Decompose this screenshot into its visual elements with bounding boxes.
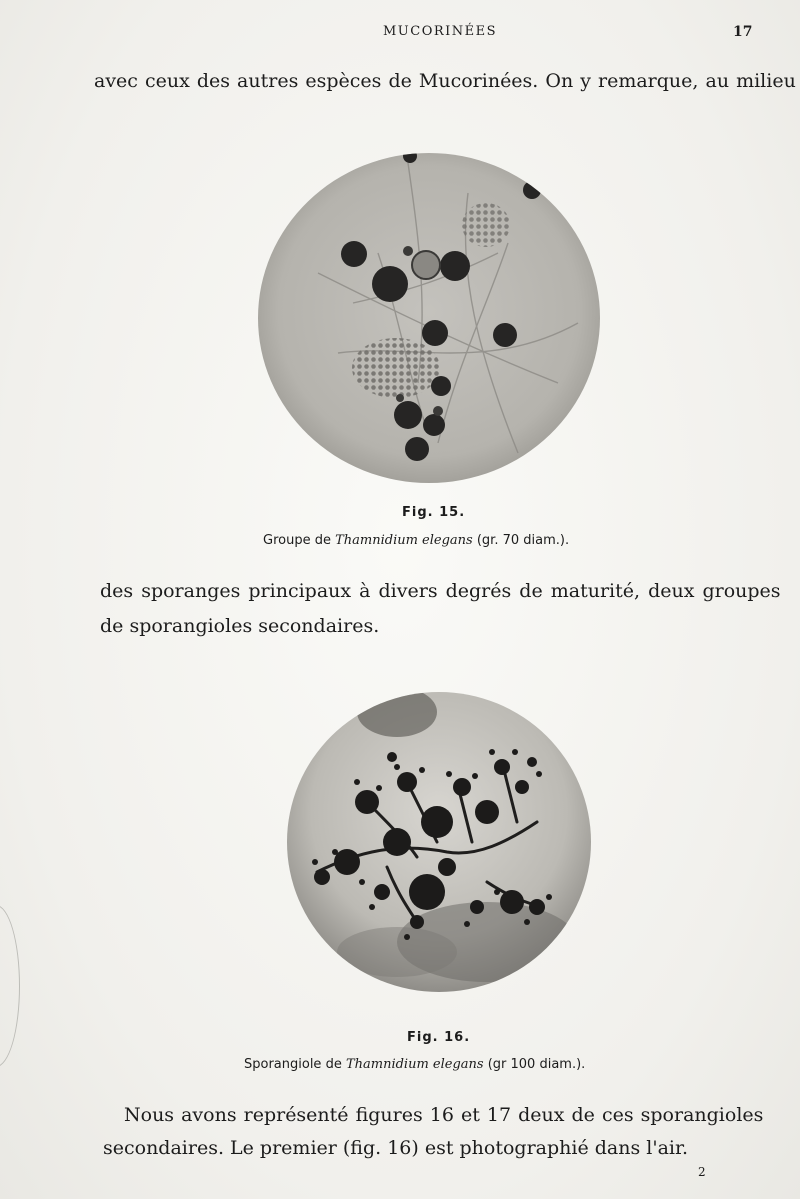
figure-16-caption-suffix: (gr 100 diam.). bbox=[483, 1057, 586, 1072]
signature-mark: 2 bbox=[698, 1165, 706, 1179]
body-text-line-3: de sporangioles secondaires. bbox=[100, 615, 380, 637]
body-text-line-1: avec ceux des autres espèces de Mucorinées. On y remarque, au milieu bbox=[94, 70, 796, 92]
body-text-line-5: secondaires. Le premier (fig. 16) est photographié dans l'air. bbox=[103, 1137, 689, 1159]
figure-15-caption-prefix: Groupe de bbox=[263, 533, 336, 548]
figure-16-plate bbox=[287, 692, 591, 992]
figure-15-plate bbox=[258, 153, 600, 483]
figure-15-micrograph bbox=[258, 153, 600, 483]
figure-16-micrograph bbox=[287, 692, 591, 992]
figure-15-caption bbox=[263, 533, 569, 548]
figure-16-caption bbox=[244, 1057, 585, 1072]
figure-15-label: Fig. 15. bbox=[402, 505, 466, 520]
figure-15-caption-species: Thamnidium elegans bbox=[335, 533, 473, 548]
running-head bbox=[0, 24, 800, 44]
body-text-line-4: Nous avons représenté figures 16 et 17 deux de ces sporangioles bbox=[124, 1104, 764, 1126]
figure-15-caption-suffix: (gr. 70 diam.). bbox=[472, 533, 570, 548]
page-edge-shadow bbox=[0, 905, 20, 1067]
figure-16-label: Fig. 16. bbox=[407, 1030, 471, 1045]
body-text-line-2: des sporanges principaux à divers degrés de maturité, deux groupes bbox=[100, 580, 781, 602]
figure-16-caption-species: Thamnidium elegans bbox=[345, 1057, 484, 1072]
running-title: MUCORINÉES bbox=[383, 24, 498, 39]
page-number: 17 bbox=[733, 24, 753, 40]
figure-16-caption-prefix: Sporangiole de bbox=[244, 1057, 346, 1072]
